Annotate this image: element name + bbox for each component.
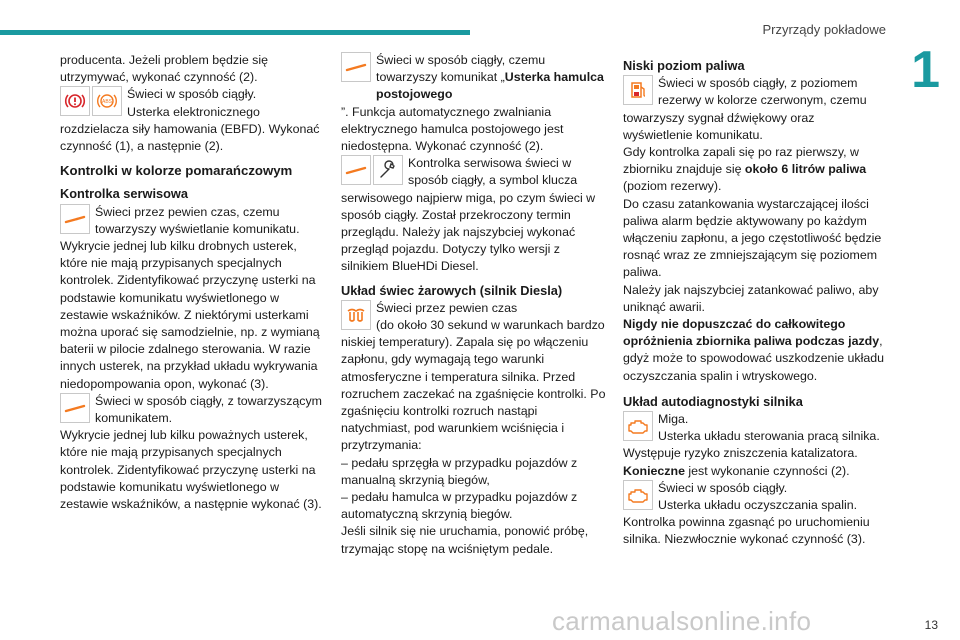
indicator-text: Usterka układu sterowania pracą silnika.	[658, 429, 880, 444]
indicator-text: Świeci przez pewien czas, czemu	[95, 204, 280, 219]
indicator-text: Świeci w sposób ciągły, z towarzyszącym	[95, 393, 322, 408]
indicator-text: Świeci w sposób ciągły.	[127, 87, 257, 102]
indicator-text: Świeci w sposób ciągły, z poziomem	[658, 76, 858, 91]
paragraph: Do czasu zatankowania wystarczającej ilości paliwa alarm będzie aktywowany po każdym włączeniu zapłonu, a jego częstotliwość będzie rosnąć wraz ze zmniejszającym się poziomem paliwa.	[623, 196, 882, 280]
paragraph: Nigdy nie dopuszczać do całkowitego opróżnienia zbiornika paliwa podczas jazdy, gdyż może to spowodować uszkodzenie układu oczyszczania spalin i wtryskowego.	[623, 317, 885, 383]
indicator-service-2	[60, 393, 322, 427]
paragraph: producenta. Jeżeli problem będzie się utrzymywać, wykonać czynność (2).	[60, 53, 269, 85]
header-accent-bar	[0, 30, 470, 35]
paragraph: towarzyszy sygnał dźwiękowy oraz wyświetlenie komunikatu.	[623, 110, 815, 142]
indicator-obd-steady	[623, 480, 885, 514]
service-warning-icon	[60, 393, 90, 423]
indicator-text: Miga.	[658, 412, 689, 427]
indicator-text: towarzyszy komunikat „Usterka hamulca postojowego	[376, 70, 604, 102]
indicator-text: (do około 30 sekund w warunkach bardzo	[376, 318, 605, 333]
service-warning-icon	[60, 204, 90, 234]
heading-obd: Układ autodiagnostyki silnika	[623, 393, 803, 409]
column-1	[60, 52, 322, 513]
heading-service-indicator: Kontrolka serwisowa	[60, 186, 189, 202]
paragraph: Kontrolka powinna zgasnąć po uruchomieniu silnika. Niezwłocznie wykonać czynność (3).	[623, 515, 870, 547]
heading-orange-indicators: Kontrolki w kolorze pomarańczowym	[60, 163, 293, 179]
list-item: – pedału sprzęgła w przypadku pojazdów z manualną skrzynią biegów,	[341, 455, 578, 487]
chapter-number: 1	[911, 41, 940, 99]
svg-text:ABS: ABS	[101, 99, 113, 106]
indicator-text: komunikatem.	[95, 411, 173, 426]
paragraph: rozdzielacza siły hamowania (EBFD). Wykonać czynność (1), a następnie (2).	[60, 121, 320, 154]
indicator-text: Świeci przez pewien czas	[376, 300, 518, 315]
paragraph: Wykrycie jednej lub kilku drobnych usterek, które nie mają przypisanych specjalnych kontrolek. Zidentyfikować przyczynę usterki na podstawie komunikatu wyświetlonego w zestawie wskaźników. Z niektórymi usterkami można uporać się samodzielnie, np. z wymianą baterii w pilocie zdalnego sterowania. W razie innych usterek, na przykład układu wykrywania niedopompowania opon, wykonać (3).	[60, 239, 320, 391]
fuel-pump-icon	[623, 75, 653, 105]
column-3	[623, 52, 885, 549]
column-2	[341, 52, 606, 558]
indicator-low-fuel	[623, 75, 885, 109]
indicator-text: Usterka elektronicznego	[127, 104, 260, 119]
indicator-text: Usterka układu oczyszczania spalin.	[658, 498, 858, 513]
heading-glow-plugs: Układ świec żarowych (silnik Diesla)	[341, 282, 563, 298]
indicator-text: towarzyszy wyświetlanie komunikatu.	[95, 221, 300, 236]
paragraph: serwisowego najpierw miga, po czym świeci w sposób ciągły. Został przekroczony termin przeglądu. Należy jak najszybciej wykonać przegląd pojazdu. Dotyczy tylko wersji z silnikiem BlueHDi Diesel.	[341, 190, 596, 274]
engine-icon	[623, 411, 653, 441]
paragraph: Jeśli silnik się nie uruchamia, ponowić próbę, trzymając stopę na wciśniętym pedale.	[341, 524, 589, 556]
page-number: 13	[924, 618, 938, 632]
indicator-text: rezerwy w kolorze czerwonym, czemu	[658, 93, 867, 108]
paragraph: Występuje ryzyko zniszczenia katalizatora.	[623, 446, 858, 461]
brake-warning-icon	[60, 86, 90, 116]
indicator-text: Świeci w sposób ciągły.	[658, 480, 788, 495]
paragraph: Należy jak najszybciej zatankować paliwo, aby uniknąć awarii.	[623, 282, 879, 314]
indicator-glow-plugs	[341, 300, 606, 334]
glow-plug-icon	[341, 300, 371, 330]
service-warning-icon	[341, 155, 371, 185]
watermark: carmanualsonline.info	[552, 606, 812, 636]
indicator-text: Świeci w sposób ciągły, czemu	[376, 53, 546, 67]
abs-icon	[92, 86, 122, 116]
engine-icon	[623, 480, 653, 510]
paragraph: niskiej temperatury). Zapala się po włączeniu zapłonu, gdy wymagają tego warunki atmosferyczne i temperatura silnika. Przed rozruchem zaczekać na zgaśnięcie kontrolki. Po zgaśnięciu kontrolki rozruch nastąpi natychmiast, pod warunkiem wciśnięcia i przytrzymania:	[341, 335, 606, 453]
indicator-service-wrench	[341, 155, 606, 189]
paragraph: Gdy kontrolka zapali się po raz pierwszy, w zbiorniku znajduje się około 6 litrów paliwa (poziom rezerwy).	[623, 145, 867, 194]
paragraph: Wykrycie jednej lub kilku poważnych usterek, które nie mają przypisanych specjalnych kontrolek. Zidentyfikować przyczynę usterki na podstawie komunikatu wyświetlonego w zestawie wskaźników, a następnie wykonać (3).	[60, 428, 322, 512]
paragraph: Konieczne jest wykonanie czynności (2).	[623, 463, 850, 478]
paragraph: ”. Funkcja automatycznego zwalniania elektrycznego hamulca postojowego jest niedostępna. Wykonać czynność (2).	[341, 104, 564, 154]
indicator-parking-brake-fault	[341, 52, 606, 104]
heading-low-fuel: Niski poziom paliwa	[623, 58, 745, 73]
service-warning-icon	[341, 52, 371, 82]
indicator-obd-flashing	[623, 411, 885, 445]
section-title: Przyrządy pokładowe	[762, 22, 886, 37]
indicator-text: sposób ciągły, a symbol klucza	[408, 173, 578, 188]
indicator-text: Kontrolka serwisowa świeci w	[408, 156, 572, 171]
wrench-icon	[373, 155, 403, 185]
list-item: – pedału hamulca w przypadku pojazdów z automatyczną skrzynią biegów.	[341, 490, 578, 522]
indicator-service-1	[60, 204, 322, 238]
indicator-ebfd	[60, 86, 322, 120]
